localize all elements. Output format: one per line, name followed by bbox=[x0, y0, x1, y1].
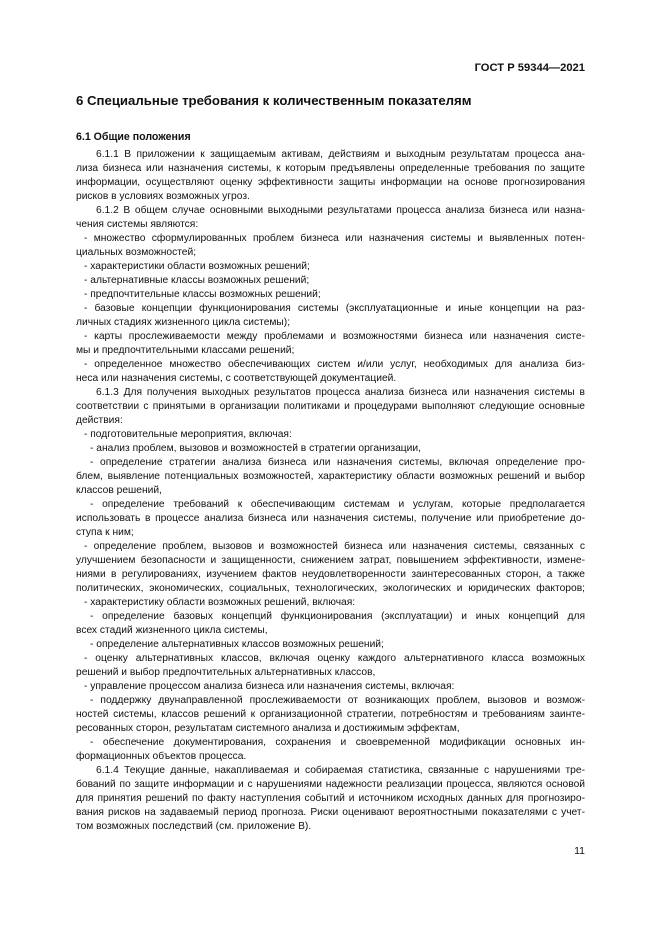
text-line: классов решений, bbox=[76, 485, 162, 496]
text-line: - предпочтительные классы возможных решений; bbox=[84, 289, 321, 300]
text-line: - поддержку двунаправленной прослеживаемости от возникающих проблем, вызовов и возмож- bbox=[90, 695, 585, 706]
text-line: блем, выявление потенциальных возможностей, характеристику области возможных решений и выбор bbox=[76, 471, 585, 482]
text-line: для принятия решений по факту наступления событий и источником исходных данных для прогнозиро- bbox=[76, 793, 585, 804]
text-line: действия: bbox=[76, 415, 123, 426]
text-line: - определенное множество обеспечивающих систем и/или услуг, необходимых для анализа биз- bbox=[84, 359, 585, 370]
text-line: - характеристики области возможных решений; bbox=[84, 261, 310, 272]
text-line: 6.1.3 Для получения выходных результатов процесса анализа бизнеса или назначения системы в bbox=[96, 387, 585, 398]
text-line: всех стадий жизненного цикла системы, bbox=[76, 625, 268, 636]
text-line: ностей системы, классов решений к организационной стратегии, потребностям и требованиям заинте- bbox=[76, 709, 585, 720]
text-line: - определение требований к обеспечивающим системам и услугам, которые предполагается bbox=[90, 499, 585, 510]
text-line: 6.1.4 Текущие данные, накапливаемая и собираемая статистика, связанные с нарушениями тре- bbox=[96, 765, 585, 776]
text-line: - альтернативные классы возможных решений; bbox=[84, 275, 310, 286]
text-line: личных стадиях жизненного цикла системы); bbox=[76, 317, 291, 328]
text-line: - анализ проблем, вызовов и возможностей в стратегии организации, bbox=[90, 443, 421, 454]
text-line: ступа к ним; bbox=[76, 527, 134, 538]
text-line: 6.1.1 В приложении к защищаемым активам, действиям и выходным результатам процесса ана- bbox=[96, 149, 585, 160]
text-line: информации, осуществляют оценку эффективности защиты информации на основе прогнозирования bbox=[76, 177, 585, 188]
text-line: - определение стратегии анализа бизнеса или назначения системы, включая определение про- bbox=[90, 457, 585, 468]
text-line: рисков в условиях возможных угроз. bbox=[76, 191, 250, 202]
text-line: ресованных сторон, результатам системного анализа и достижимым эффектам, bbox=[76, 723, 460, 734]
text-line: вания рисков на задаваемый период прогноза. Риски оценивают вероятностными показателями с учет- bbox=[76, 807, 585, 818]
text-line: - управление процессом анализа бизнеса или назначения системы, включая: bbox=[84, 681, 455, 692]
text-line: улучшением безопасности и защищенности, снижением затрат, повышением эффективности, измене- bbox=[76, 555, 585, 566]
text-line: - базовые концепции функционирования системы (эксплуатационные и иные концепции на раз- bbox=[84, 303, 585, 314]
text-line: - оценку альтернативных классов, включая оценку каждого альтернативного класса возможных bbox=[84, 653, 585, 664]
text-line: - подготовительные мероприятия, включая: bbox=[84, 429, 292, 440]
text-line: решений и выбор предпочтительных альтернативных классов, bbox=[76, 667, 376, 678]
section-title: 6 Специальные требования к количественным показателям bbox=[76, 93, 472, 108]
text-line: формационных объектов процесса. bbox=[76, 751, 247, 762]
text-line: - определение альтернативных классов возможных решений; bbox=[90, 639, 384, 650]
text-line: - определение проблем, вызовов и возможностей бизнеса или назначения системы, связанных с bbox=[84, 541, 585, 552]
subsection-title: 6.1 Общие положения bbox=[76, 131, 191, 143]
text-line: ниями в регулированиях, изучением фактов неудовлетворенности заинтересованных сторон, а также bbox=[76, 569, 585, 580]
text-line: - определение базовых концепций функционирования (эксплуатации) и иных концепций для bbox=[90, 611, 585, 622]
text-line: мы и предпочтительными классами решений; bbox=[76, 345, 295, 356]
text-line: циальных возможностей; bbox=[76, 247, 197, 258]
text-line: соответствии с принятыми в организации политиками и процедурами выполняют следующие основные bbox=[76, 401, 585, 412]
text-line: 6.1.2 В общем случае основными выходными результатами процесса анализа бизнеса или назна- bbox=[96, 205, 585, 216]
page-number: 11 bbox=[574, 845, 585, 857]
text-line: неса или назначения системы, с соответствующей документацией. bbox=[76, 373, 397, 384]
text-line: бований по защите информации и с нарушениями надежности реализации процесса, являются основой bbox=[76, 779, 585, 790]
text-line: - карты прослеживаемости между проблемами и возможностями бизнеса или назначения систе- bbox=[84, 331, 585, 342]
text-line: политических, экономических, социальных, технологических, экологических и юридических факторов; bbox=[76, 583, 585, 594]
text-line: - характеристику области возможных решений, включая: bbox=[84, 597, 356, 608]
text-line: лиза бизнеса или назначения системы, к которым предъявлены определенные требования по защите bbox=[76, 163, 585, 174]
text-line: использовать в процессе анализа бизнеса или назначения системы, получение или приобретение до- bbox=[76, 513, 585, 524]
text-line: том возможных последствий (см. приложение В). bbox=[76, 821, 312, 832]
document-id: ГОСТ Р 59344—2021 bbox=[474, 62, 585, 74]
text-line: - множество сформулированных проблем бизнеса или назначения системы и выявленных потен- bbox=[84, 233, 585, 244]
text-line: - обеспечение документирования, сохранения и своевременной модификации основных ин- bbox=[90, 737, 585, 748]
body-text bbox=[76, 148, 585, 834]
text-line: чения системы являются: bbox=[76, 219, 199, 230]
